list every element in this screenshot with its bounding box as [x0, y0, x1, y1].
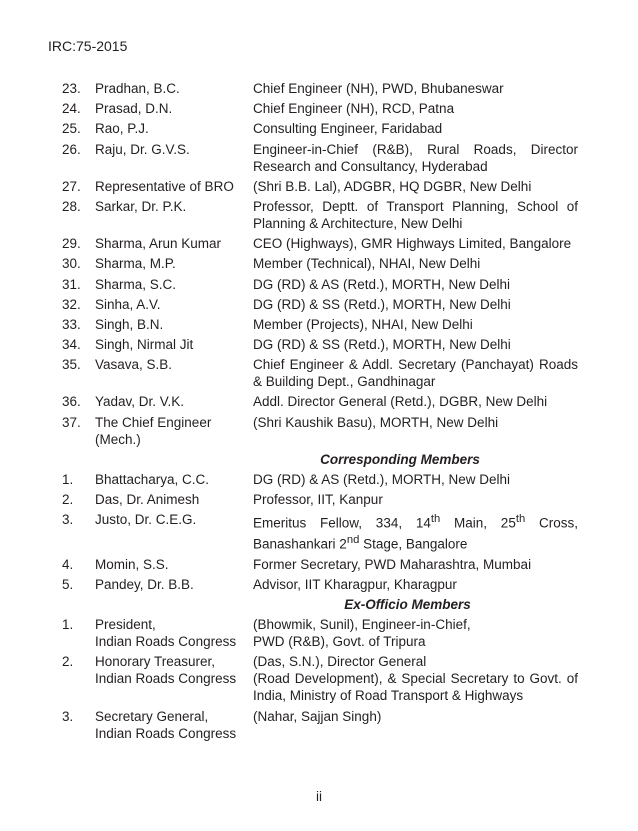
member-designation: Chief Engineer & Addl. Secretary (Panchayat) Roads & Building Dept., Gandhinagar — [253, 357, 578, 390]
member-name: Pandey, Dr. B.B. — [95, 576, 194, 592]
item-number: 1. — [62, 472, 74, 487]
corresponding-members-heading: Corresponding Members — [320, 451, 480, 467]
member-name: Justo, Dr. C.E.G. — [95, 512, 197, 528]
designation-text: Cross, Banashankari 2 — [253, 515, 578, 552]
item-number: 31. — [62, 276, 81, 292]
item-number: 27. — [62, 178, 81, 194]
list-item — [62, 178, 578, 198]
list-item — [62, 393, 578, 413]
item-number: 34. — [62, 337, 81, 353]
list-item — [62, 198, 578, 235]
item-number: 37. — [62, 414, 81, 430]
member-name: Yadav, Dr. V.K. — [95, 394, 185, 410]
list-item — [62, 471, 578, 491]
member-name: Pradhan, B.C. — [95, 81, 180, 96]
member-designation — [253, 653, 578, 704]
member-name: Momin, S.S. — [95, 556, 169, 572]
member-name: Prasad, D.N. — [95, 101, 173, 117]
member-name: Raju, Dr. G.V.S. — [95, 141, 190, 157]
designation-text: Emeritus Fellow, 334, 14 — [253, 515, 431, 531]
member-role — [95, 708, 253, 742]
ex-officio-members-heading: Ex-Officio Members — [344, 596, 471, 612]
item-number: 33. — [62, 316, 81, 332]
list-item — [62, 80, 578, 100]
list-item — [62, 556, 578, 576]
member-name: Bhattacharya, C.C. — [95, 472, 210, 487]
member-name: Representative of BRO — [95, 178, 234, 194]
ordinal-suffix: th — [430, 513, 441, 526]
item-number: 5. — [62, 576, 74, 592]
member-designation: Addl. Director General (Retd.), DGBR, New Delhi — [253, 394, 548, 410]
list-item — [62, 511, 578, 555]
item-number: 23. — [62, 81, 81, 96]
member-name: Singh, Nirmal Jit — [95, 337, 194, 353]
ordinal-suffix: th — [515, 513, 526, 526]
item-number: 1. — [62, 617, 74, 633]
designation-text: Main, 25 — [440, 515, 516, 531]
list-item — [62, 653, 578, 707]
member-designation: Consulting Engineer, Faridabad — [253, 121, 443, 137]
item-number: 32. — [62, 296, 81, 312]
item-number: 28. — [62, 198, 81, 214]
member-designation: Member (Technical), NHAI, New Delhi — [253, 256, 481, 272]
member-designation: Member (Projects), NHAI, New Delhi — [253, 316, 473, 332]
list-item — [62, 120, 578, 140]
designation-text: Stage, Bangalore — [359, 536, 468, 552]
role-line: Indian Roads Congress — [95, 725, 237, 741]
item-number: 2. — [62, 492, 74, 508]
designation-line: (Bhowmik, Sunil), Engineer-in-Chief, — [253, 617, 471, 633]
list-item — [62, 316, 578, 336]
member-name: Sarkar, Dr. P.K. — [95, 198, 187, 214]
member-name: Singh, B.N. — [95, 316, 164, 332]
member-designation — [253, 616, 578, 650]
member-designation: Chief Engineer (NH), RCD, Patna — [253, 101, 455, 117]
role-line: Honorary Treasurer, — [95, 654, 216, 670]
member-designation — [253, 708, 578, 742]
role-line: President, — [95, 617, 156, 633]
member-role — [95, 653, 253, 704]
member-designation: Engineer-in-Chief (R&B), Rural Roads, Director Research and Consultancy, Hyderabad — [253, 141, 578, 174]
list-item — [62, 336, 578, 356]
member-designation: DG (RD) & SS (Retd.), MORTH, New Delhi — [253, 337, 511, 353]
designation-line: (Nahar, Sajjan Singh) — [253, 708, 382, 724]
list-item — [62, 141, 578, 178]
list-item — [62, 235, 578, 255]
item-number: 36. — [62, 394, 81, 410]
item-number: 3. — [62, 708, 74, 724]
member-name: Sharma, M.P. — [95, 256, 176, 272]
list-item — [62, 100, 578, 120]
list-item — [62, 491, 578, 511]
list-item — [62, 576, 578, 596]
item-number: 26. — [62, 141, 81, 157]
member-designation: Former Secretary, PWD Maharashtra, Mumbai — [253, 556, 532, 572]
member-name: The Chief Engineer (Mech.) — [95, 414, 212, 447]
designation-line: (Road Development), & Special Secretary to Govt. of India, Ministry of Road Transport & Highways — [253, 671, 578, 704]
item-number: 30. — [62, 256, 81, 272]
role-line: Indian Roads Congress — [95, 671, 237, 687]
member-name: Vasava, S.B. — [95, 357, 173, 373]
member-designation: DG (RD) & AS (Retd.), MORTH, New Delhi — [253, 472, 511, 487]
item-number: 35. — [62, 357, 81, 373]
member-designation: DG (RD) & SS (Retd.), MORTH, New Delhi — [253, 296, 511, 312]
designation-line: PWD (R&B), Govt. of Tripura — [253, 634, 426, 650]
member-list — [62, 80, 578, 745]
role-line: Indian Roads Congress — [95, 634, 237, 650]
list-item — [62, 296, 578, 316]
member-designation: Advisor, IIT Kharagpur, Kharagpur — [253, 576, 457, 592]
ordinal-suffix: nd — [346, 533, 360, 546]
member-designation: Professor, IIT, Kanpur — [253, 492, 383, 508]
member-name: Das, Dr. Animesh — [95, 492, 200, 508]
member-designation: Professor, Deptt. of Transport Planning, School of Planning & Architecture, New Delhi — [253, 198, 578, 231]
member-name: Sharma, Arun Kumar — [95, 236, 222, 252]
list-item — [62, 708, 578, 745]
member-name: Sharma, S.C. — [95, 276, 177, 292]
designation-line: (Das, S.N.), Director General — [253, 654, 427, 670]
item-number: 29. — [62, 236, 81, 252]
role-line: Secretary General, — [95, 708, 209, 724]
member-designation: DG (RD) & AS (Retd.), MORTH, New Delhi — [253, 276, 511, 292]
member-role — [95, 616, 253, 650]
member-designation: Chief Engineer (NH), PWD, Bhubaneswar — [253, 81, 504, 96]
member-designation: (Shri B.B. Lal), ADGBR, HQ DGBR, New Delhi — [253, 178, 532, 194]
list-item — [62, 255, 578, 275]
list-item — [62, 356, 578, 393]
item-number: 25. — [62, 121, 81, 137]
list-item — [62, 616, 578, 653]
member-name: Sinha, A.V. — [95, 296, 161, 312]
item-number: 2. — [62, 654, 74, 670]
page-number: ii — [316, 789, 322, 804]
document-code: IRC:75-2015 — [48, 38, 128, 54]
item-number: 24. — [62, 101, 81, 117]
member-designation — [253, 511, 578, 552]
member-designation: CEO (Highways), GMR Highways Limited, Bangalore — [253, 236, 572, 252]
list-item — [62, 414, 578, 451]
item-number: 4. — [62, 556, 74, 572]
member-name: Rao, P.J. — [95, 121, 149, 137]
list-item — [62, 276, 578, 296]
member-designation: (Shri Kaushik Basu), MORTH, New Delhi — [253, 414, 499, 430]
item-number: 3. — [62, 512, 74, 528]
